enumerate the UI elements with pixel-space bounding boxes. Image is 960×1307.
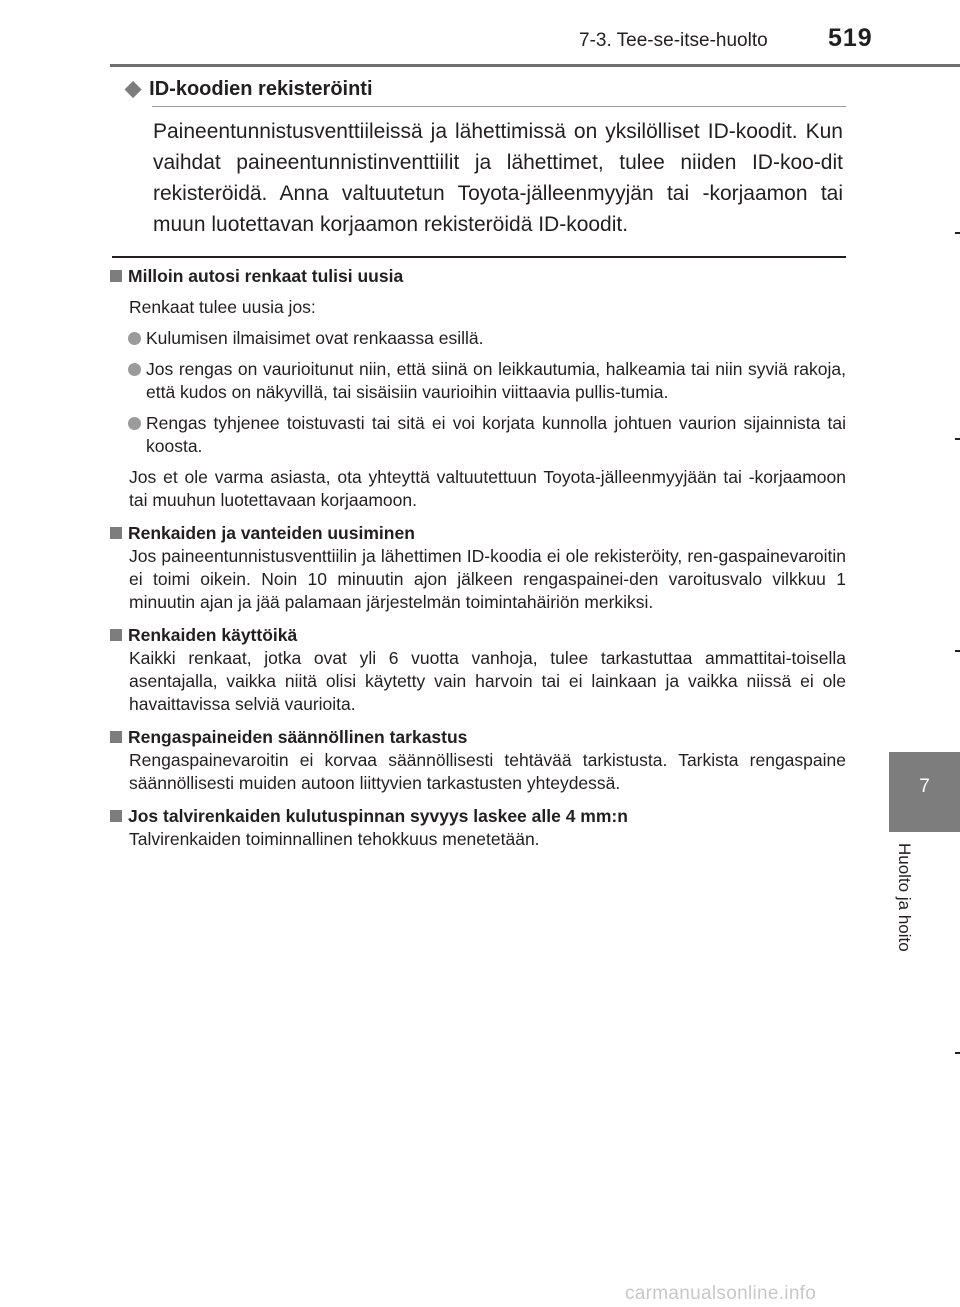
bullet-icon (128, 363, 141, 376)
box-title-text: ID-koodien rekisteröinti (149, 78, 373, 100)
page-number: 519 (828, 24, 873, 52)
list-item: Kulumisen ilmaisimet ovat renkaassa esillä. (110, 327, 846, 350)
edge-tick (955, 650, 960, 652)
bullet-icon (128, 417, 141, 430)
section-text: Talvirenkaiden toiminnallinen tehokkuus menetetään. (129, 829, 540, 849)
chapter-tab (889, 752, 960, 832)
list-item: Rengas tyhjenee toistuvasti tai sitä ei voi korjata kunnolla johtuen vaurion sijainnista tai koosta. (110, 412, 846, 458)
section-outro: Jos et ole varma asiasta, ota yhteyttä valtuutettuun Toyota-jälleenmyyjään tai -korjaamoon tai muuhun luotettavaan korjaamoon. (129, 467, 846, 510)
section-text: Jos paineentunnistusventtiilin ja lähettimen ID-koodia ei ole rekisteröity, ren-gaspainevaroitin ei toimi oikein. Noin 10 minuutin ajon jälkeen rengaspainei-den varoitusvalo vilkkuu 1 minuutin ajan ja jää palamaan järjestelmän toimintahäiriön merkiksi. (129, 546, 846, 612)
list-item: Jos rengas on vaurioitunut niin, että siinä on leikkautumia, halkeamia tai niin syviä rakoja, että kudos on näkyvillä, tai sisäisiin vaurioihin viittaavia pullis-tumia. (110, 358, 846, 404)
main-content (110, 265, 846, 851)
section-heading: Rengaspaineiden säännöllinen tarkastus (110, 726, 846, 749)
diamond-icon: ◆ (125, 77, 142, 100)
section-heading: Renkaiden käyttöikä (110, 624, 846, 647)
box-bottom-rule (112, 256, 846, 258)
section-text: Kaikki renkaat, jotka ovat yli 6 vuotta vanhoja, tulee tarkastuttaa ammattitai-toisella asentajalla, vaikka niitä olisi käytetty vain harvoin tai ei lainkaan ja vaikka niissä ei ole havaittavissa selviä vaurioita. (129, 648, 846, 714)
square-bullet-icon (110, 629, 122, 641)
edge-tick (955, 438, 960, 440)
square-bullet-icon (110, 527, 122, 539)
section-heading: Jos talvirenkaiden kulutuspinnan syvyys laskee alle 4 mm:n (110, 805, 846, 828)
header-section-title: 7-3. Tee-se-itse-huolto (579, 30, 768, 51)
square-bullet-icon (110, 270, 122, 282)
edge-tick (955, 1052, 960, 1054)
box-title (125, 76, 373, 101)
section-text: Rengaspainevaroitin ei korvaa säännöllisesti tehtävää tarkistusta. Tarkista rengaspaine säännöllisesti muiden autoon liittyvien tarkastusten yhteydessä. (129, 750, 846, 793)
bullet-icon (128, 332, 141, 345)
chapter-title: Huolto ja hoito (895, 843, 914, 952)
section-heading: Milloin autosi renkaat tulisi uusia (110, 265, 846, 288)
box-paragraph: Paineentunnistusventtiileissä ja lähettimissä on yksilölliset ID-koodit. Kun vaihdat paineentunnistinventtiilit ja lähettimet, tulee niiden ID-koo-dit rekisteröidä. Anna valtuutetun Toyota-jälleenmyyjän tai -korjaamon tai muun luotettavan korjaamon rekisteröidä ID-koodit. (153, 120, 843, 236)
section-heading: Renkaiden ja vanteiden uusiminen (110, 522, 846, 545)
title-rule (152, 106, 846, 107)
chapter-number: 7 (919, 776, 930, 797)
watermark: carmanualsonline.info (625, 1283, 817, 1304)
square-bullet-icon (110, 810, 122, 822)
header-rule (110, 64, 960, 67)
edge-tick (955, 232, 960, 234)
square-bullet-icon (110, 731, 122, 743)
section-intro: Renkaat tulee uusia jos: (129, 297, 316, 317)
